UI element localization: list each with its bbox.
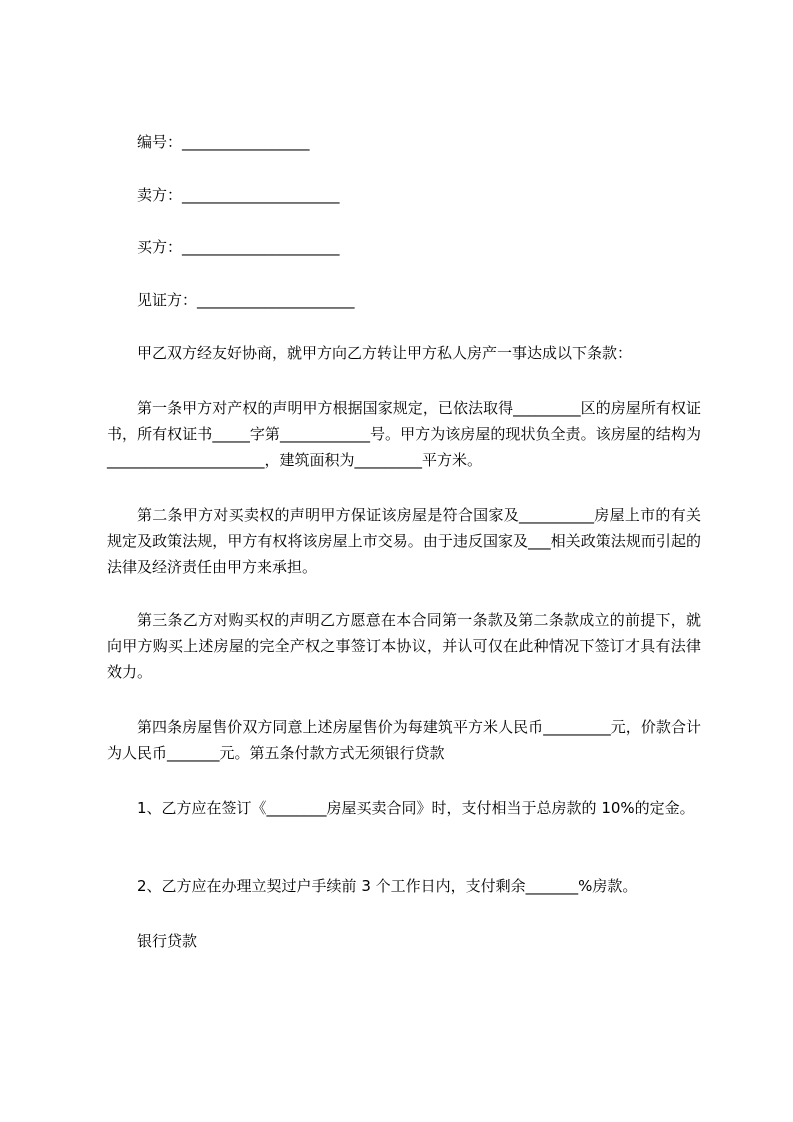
contract-number-line: 编号：_________________: [137, 133, 310, 151]
clause-4: 第四条房屋售价双方同意上述房屋售价为每建筑平方米人民币_________元，价款合计为人民币_______元。第五条付款方式无须银行贷款: [107, 718, 701, 762]
payment-item-2: 2、乙方应在办理立契过户手续前 3 个工作日内，支付剩余_______%房款。: [137, 877, 638, 895]
clause-2: 第二条甲方对买卖权的声明甲方保证该房屋是符合国家及__________房屋上市的有关规定及政策法规，甲方有权将该房屋上市交易。由于违反国家及___相关政策法规而引起的法律及经济责任由甲方来承担。: [107, 506, 701, 576]
witness-line: 见证方：_____________________: [137, 291, 355, 309]
clause-3: 第三条乙方对购买权的声明乙方愿意在本合同第一条款及第二条款成立的前提下，就向甲方购买上述房屋的完全产权之事签订本协议，并认可仅在此种情况下签订才具有法律效力。: [107, 611, 701, 681]
payment-item-1: 1、乙方应在签订《________房屋买卖合同》时，支付相当于总房款的 10%的定金。: [137, 799, 695, 817]
intro-paragraph: 甲乙双方经友好协商，就甲方向乙方转让甲方私人房产一事达成以下条款：: [137, 344, 633, 362]
seller-line: 卖方：_____________________: [137, 186, 340, 204]
buyer-line: 买方：_____________________: [137, 238, 340, 256]
clause-1: 第一条甲方对产权的声明甲方根据国家规定，已依法取得_________区的房屋所有权证书，所有权证书_____字第____________号。甲方为该房屋的现状负全责。该房屋的结构为_____________________，建筑面积为_________平方米。: [107, 399, 701, 469]
bank-loan-heading: 银行贷款: [137, 932, 198, 950]
